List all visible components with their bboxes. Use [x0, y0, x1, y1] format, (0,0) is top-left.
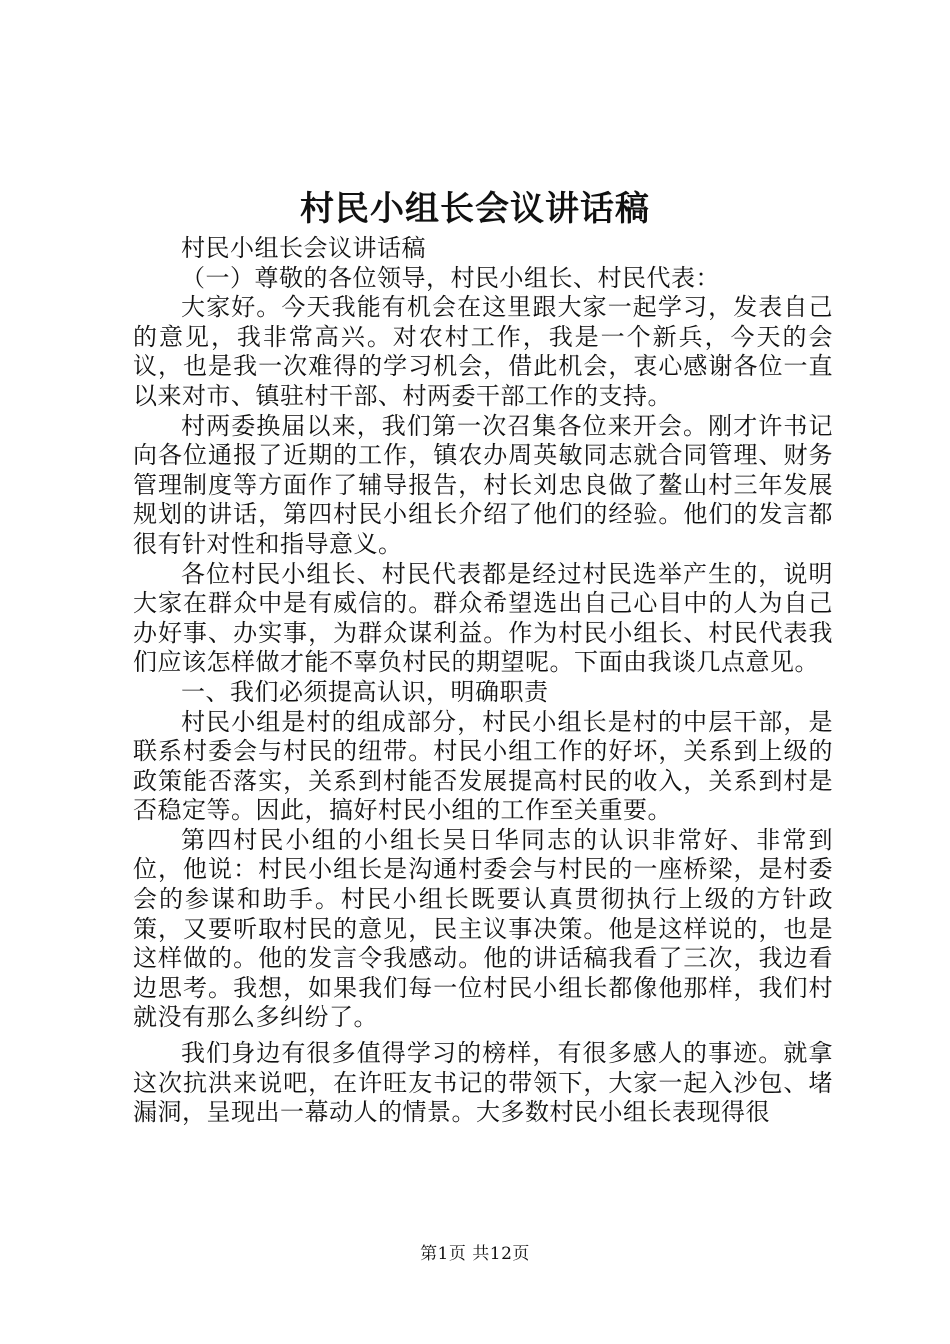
paragraph: （一）尊敬的各位领导，村民小组长、村民代表： — [181, 263, 720, 292]
paragraph: 第四村民小组的小组长吴日华同志的认识非常好、非常到位，他说：村民小组长是沟通村委会与村民的一座桥梁，是村委会的参谋和助手。村民小组长既要认真贯彻执行上级的方针政策，又要听取村民的意见，民主议事决策。他是这样说的，也是这样做的。他的发言令我感动。他的讲话稿我看了三次，我边看边思考。我想，如果我们每一位村民小组长都像他那样，我们村就没有那么多纠纷了。 — [133, 825, 833, 1032]
paragraph: 大家好。今天我能有机会在这里跟大家一起学习，发表自己的意见，我非常高兴。对农村工作，我是一个新兵，今天的会议，也是我一次难得的学习机会，借此机会，衷心感谢各位一直以来对市、镇驻村干部、村两委干部工作的支持。 — [133, 293, 833, 410]
page-indicator: 第1页 共12页 — [420, 1244, 530, 1264]
paragraph: 村两委换届以来，我们第一次召集各位来开会。刚才许书记向各位通报了近期的工作，镇农办周英敏同志就合同管理、财务管理制度等方面作了辅导报告，村长刘忠良做了鳌山村三年发展规划的讲话，第四村民小组长介绍了他们的经验。他们的发言都很有针对性和指导意义。 — [133, 411, 833, 558]
paragraph: 各位村民小组长、村民代表都是经过村民选举产生的，说明大家在群众中是有威信的。群众希望选出自己心目中的人为自己办好事、办实事，为群众谋利益。作为村民小组长、村民代表我们应该怎样做才能不辜负村民的期望呢。下面由我谈几点意见。 — [133, 559, 833, 677]
paragraph: 村民小组是村的组成部分，村民小组长是村的中层干部，是联系村委会与村民的纽带。村民小组工作的好坏，关系到上级的政策能否落实，关系到村能否发展提高村民的收入，关系到村是否稳定等。因此，搞好村民小组的工作至关重要。 — [133, 707, 833, 825]
document-title: 村民小组长会议讲话稿 — [300, 189, 650, 229]
page-footer — [0, 1242, 950, 1266]
paragraph: 村民小组长会议讲话稿 — [181, 234, 426, 262]
document-body — [133, 234, 833, 1128]
section-heading: 一、我们必须提高认识，明确职责 — [181, 677, 549, 706]
paragraph: 我们身边有很多值得学习的榜样，有很多感人的事迹。就拿这次抗洪来说吧，在许旺友书记的带领下，大家一起入沙包、堵漏洞，呈现出一幕动人的情景。大多数村民小组长表现得很 — [133, 1039, 833, 1127]
